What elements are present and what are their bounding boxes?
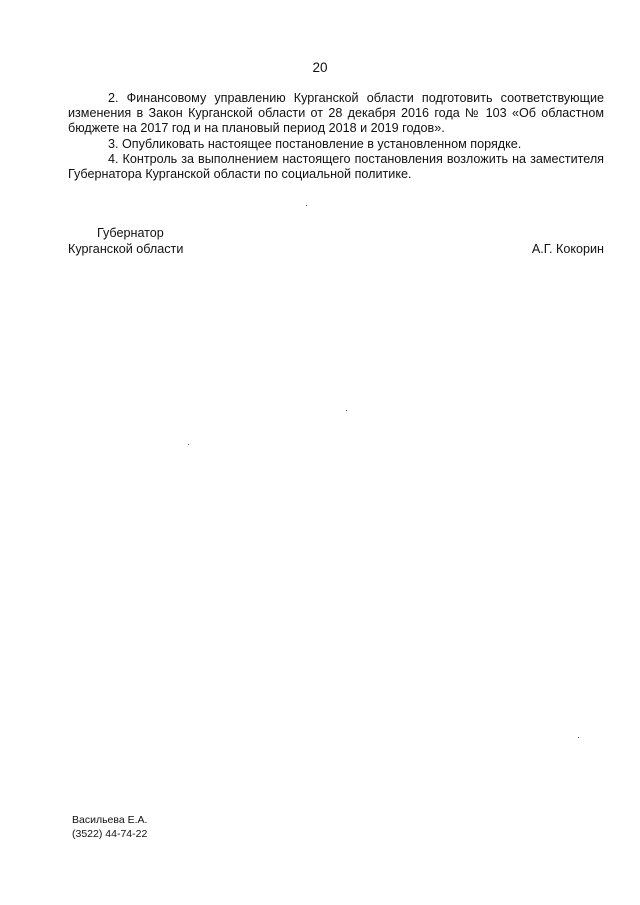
executor-phone: (3522) 44-74-22 <box>72 828 148 840</box>
scan-speck <box>306 205 307 206</box>
signature-title-line1: Губернатор <box>97 226 164 240</box>
scan-speck <box>578 737 579 738</box>
paragraph-2: 2. Финансовому управлению Курганской области подготовить соответствующие изменения в Закон Курганской области от 28 декабря 2016 года № 103 «Об областном бюджете на 2017 год и на плановый период 2018 и 2019 годов». <box>68 91 604 136</box>
executor-name: Васильева Е.А. <box>72 814 148 826</box>
page-number: 20 <box>312 60 328 75</box>
paragraph-4: 4. Контроль за выполнением настоящего постановления возложить на заместителя Губернатора Курганской области по социальной политике. <box>68 151 604 182</box>
paragraph-3: 3. Опубликовать настоящее постановление в установленном порядке. <box>108 136 522 151</box>
signatory-name: А.Г. Кокорин <box>531 242 604 256</box>
scan-speck <box>188 444 189 445</box>
document-body <box>68 91 604 182</box>
signature-title-line2: Курганской области <box>68 242 184 256</box>
scan-speck <box>346 410 347 411</box>
